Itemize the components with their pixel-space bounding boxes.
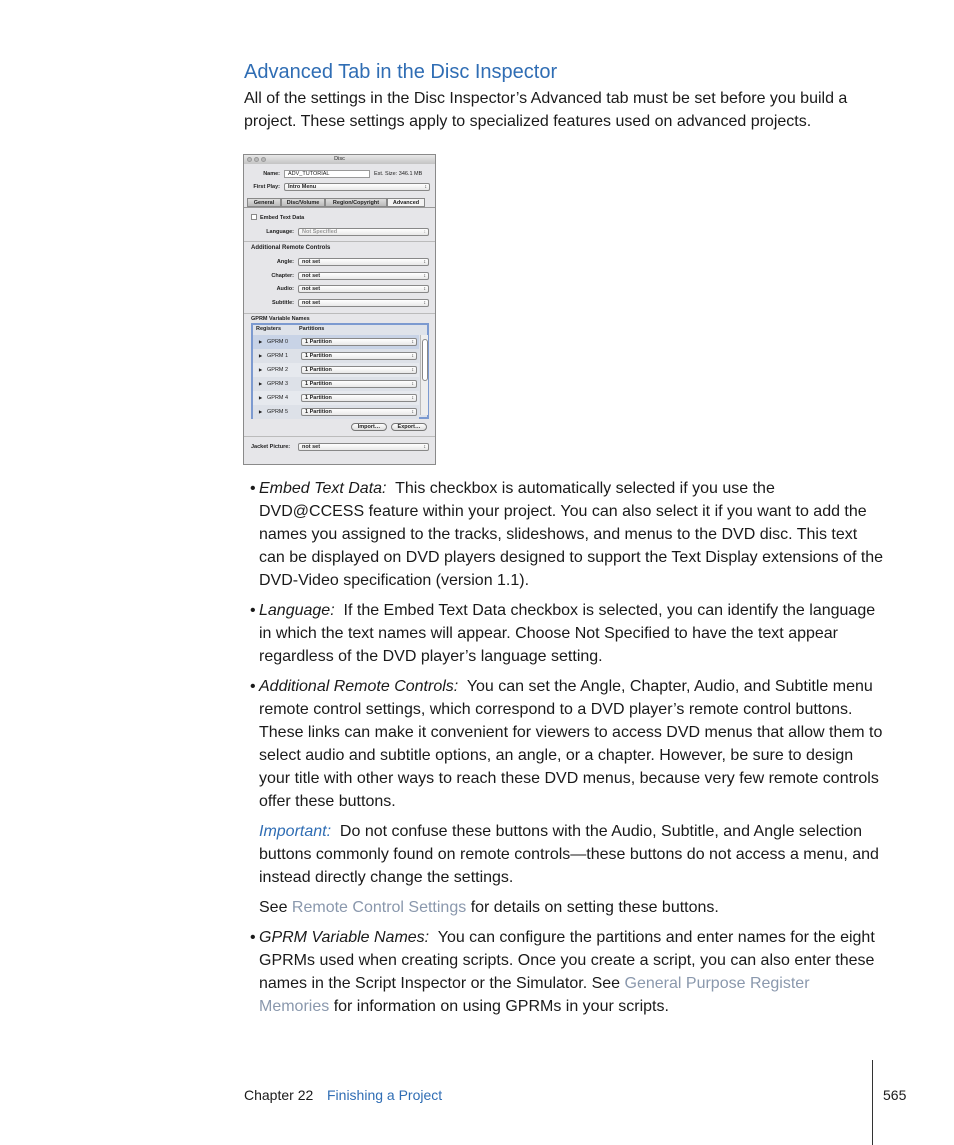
remote-control-settings-link[interactable]: Remote Control Settings: [291, 899, 467, 916]
remote-popup[interactable]: not set ↕: [298, 299, 429, 307]
gprm-row[interactable]: [253, 349, 419, 363]
tab-advanced[interactable]: Advanced: [387, 198, 425, 207]
disclosure-triangle-icon[interactable]: ▶: [259, 353, 263, 358]
jacket-picture-label: Jacket Picture:: [251, 444, 291, 450]
import-button[interactable]: Import…: [351, 423, 387, 431]
remote-controls-heading: Additional Remote Controls: [251, 245, 331, 251]
window-titlebar: [244, 155, 435, 164]
intro-paragraph: All of the settings in the Disc Inspector’s Advanced tab must be set before you build a project. These settings apply to specialized features used on advanced projects.: [244, 90, 848, 130]
disclosure-triangle-icon[interactable]: ▶: [259, 395, 263, 400]
footer-chapter: Chapter 22: [244, 1087, 314, 1103]
gprm-register: GPRM 4: [267, 395, 289, 401]
partition-popup[interactable]: 1 Partition ↕: [301, 408, 417, 416]
embed-text-checkbox[interactable]: [251, 214, 257, 220]
gprm-row[interactable]: [253, 405, 419, 419]
disclosure-triangle-icon[interactable]: ▶: [259, 409, 263, 414]
col-registers: Registers: [256, 326, 282, 332]
partition-popup[interactable]: 1 Partition ↕: [301, 338, 417, 346]
gprm-register: GPRM 0: [267, 339, 289, 345]
first-play-popup[interactable]: Intro Menu ↕: [284, 183, 430, 191]
col-partitions: Partitions: [299, 326, 325, 332]
window-title: Disc: [334, 156, 345, 162]
scroll-thumb[interactable]: [422, 339, 428, 381]
name-field[interactable]: ADV_TUTORIAL: [284, 170, 370, 178]
remote-popup[interactable]: not set ↕: [298, 272, 429, 280]
see-also: See Remote Control Settings for details on setting these buttons.: [259, 899, 719, 916]
gprm-row[interactable]: [253, 391, 419, 405]
bullet-language: • Language: If the Embed Text Data checkbox is selected, you can identify the language in which the text names will appear. Choose Not Specified to have the text appear regardless of the DVD player’s language setting.: [250, 602, 876, 665]
gprm-row[interactable]: [253, 363, 419, 377]
disclosure-triangle-icon[interactable]: ▶: [259, 367, 263, 372]
gprm-row[interactable]: [253, 377, 419, 391]
zoom-icon: [261, 157, 266, 162]
partition-popup[interactable]: 1 Partition ↕: [301, 380, 417, 388]
bullet-remote-controls: • Additional Remote Controls: You can set the Angle, Chapter, Audio, and Subtitle menu remote control settings, which correspond to a DVD player’s remote control buttons. These links can make it convenient for viewers to access DVD menus that allow them to select audio and subtitle options, an angle, or a chapter. However, be sure to design your title with other ways to reach these DVD menus, because very few remote controls offer these buttons.: [250, 678, 883, 810]
bullet-embed-text: • Embed Text Data: This checkbox is automatically selected if you use the DVD@CCESS feature within your project. You can also select it if you want to add the names you assigned to the tracks, slideshows, and menus to the DVD disc. This text can be displayed on DVD players designed to support the Text Display extensions of the DVD-Video specification (version 1.1).: [250, 480, 884, 589]
language-label: Language:: [266, 229, 294, 235]
export-button[interactable]: Export…: [391, 423, 427, 431]
embed-text-label: Embed Text Data: [260, 215, 305, 221]
partition-popup[interactable]: 1 Partition ↕: [301, 352, 417, 360]
gprm-register: GPRM 2: [267, 367, 289, 373]
remote-popup[interactable]: not set ↕: [298, 258, 429, 266]
gprm-row[interactable]: [253, 335, 419, 349]
important-note: Important: Do not confuse these buttons with the Audio, Subtitle, and Angle selection buttons commonly found on remote controls—these buttons do not access a menu, and instead directly change the settings.: [259, 823, 879, 886]
disc-inspector-screenshot: [243, 154, 436, 465]
gprm-register: GPRM 1: [267, 353, 289, 359]
partition-popup[interactable]: 1 Partition ↕: [301, 394, 417, 402]
remote-label: Subtitle:: [272, 299, 294, 306]
remote-popup[interactable]: not set ↕: [298, 285, 429, 293]
partition-popup[interactable]: 1 Partition ↕: [301, 366, 417, 374]
bullet-gprm: • GPRM Variable Names: You can configure the partitions and enter names for the eight GPRMs used when creating scripts. Once you create a script, you can also enter these names in the Script Inspector or the Simulator. See General Purpose Register Memories for information on using GPRMs in your scripts.: [250, 929, 875, 1015]
close-icon: [247, 157, 252, 162]
gprm-register: GPRM 5: [267, 409, 289, 415]
disclosure-triangle-icon[interactable]: ▶: [259, 339, 263, 344]
tab-general[interactable]: General: [247, 198, 281, 207]
gprm-link[interactable]: General Purpose Register Memories: [259, 975, 810, 1015]
section-heading: Advanced Tab in the Disc Inspector: [244, 61, 558, 83]
scrollbar[interactable]: [420, 335, 428, 415]
remote-label: Chapter:: [271, 272, 294, 279]
gprm-table: [251, 323, 429, 419]
footer-title[interactable]: Finishing a Project: [327, 1087, 443, 1103]
remote-label: Angle:: [276, 259, 294, 265]
est-size: Est. Size: 346.1 MB: [374, 171, 423, 177]
name-label: Name:: [263, 171, 280, 177]
footer-divider: [872, 1060, 873, 1145]
minimize-icon: [254, 157, 259, 162]
jacket-picture-popup[interactable]: not set ↕: [298, 443, 429, 451]
disclosure-triangle-icon[interactable]: ▶: [259, 381, 263, 386]
gprm-heading: GPRM Variable Names: [251, 316, 310, 322]
remote-label: Audio:: [276, 286, 294, 292]
language-popup[interactable]: Not Specified ↕: [298, 228, 429, 236]
tab-region-copyright[interactable]: Region/Copyright: [325, 198, 387, 207]
tab-disc-volume[interactable]: Disc/Volume: [281, 198, 325, 207]
first-play-label: First Play:: [253, 184, 280, 190]
gprm-register: GPRM 3: [267, 381, 289, 387]
page-number: 565: [883, 1087, 907, 1103]
